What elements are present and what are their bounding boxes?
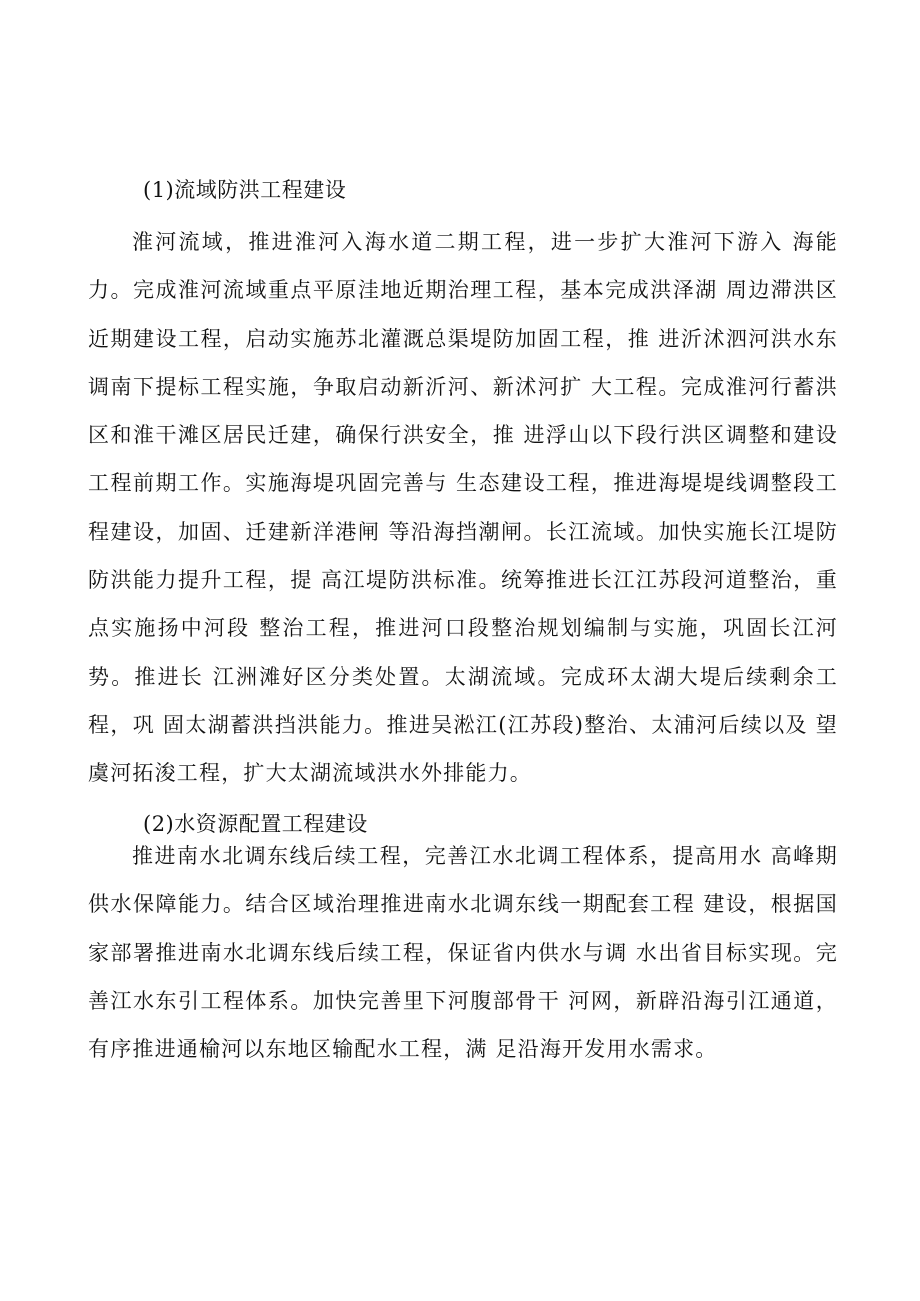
section-heading-flood-control: (1)流域防洪工程建设 [143, 178, 347, 202]
section-heading-water-allocation: (2)水资源配置工程建设 [143, 812, 368, 836]
section-body-flood-control: 淮河流域，推进淮河入海水道二期工程，进一步扩大淮河下游入 海能力。完成淮河流域重点平原洼地近期治理工程，基本完成洪泽湖 周边滞洪区近期建设工程，启动实施苏北灌溉总渠堤防加固工程，推 进沂沭泗河洪水东调南下提标工程实施，争取启动新沂河、新沭河扩 大工程。完成淮河行蓄洪区和淮干滩区居民迁建，确保行洪安全，推 进浮山以下段行洪区调整和建设工程前期工作。实施海堤巩固完善与 生态建设工程，推进海堤堤线调整段工程建设，加固、迁建新洋港闸 等沿海挡潮闸。长江流域。加快实施长江堤防防洪能力提升工程，提 高江堤防洪标准。统筹推进长江江苏段河道整治，重点实施扬中河段 整治工程，推进河口段整治规划编制与实施，巩固长江河势。推进长 江洲滩好区分类处置。太湖流域。完成环太湖大堤后续剩余工程，巩 固太湖蓄洪挡洪能力。推进吴淞江(江苏段)整治、太浦河后续以及 望虞河拓浚工程，扩大太湖流域洪水外排能力。 [88, 230, 838, 786]
section-body-water-allocation: 推进南水北调东线后续工程，完善江水北调工程体系，提高用水 高峰期供水保障能力。结合区域治理推进南水北调东线一期配套工程 建设，根据国家部署推进南水北调东线后续工程，保证省内供水与调 水出省目标实现。完善江水东引工程体系。加快完善里下河腹部骨干 河网，新辟沿海引江通道，有序推进通榆河以东地区输配水工程，满 足沿海开发用水需求。 [88, 844, 838, 1062]
